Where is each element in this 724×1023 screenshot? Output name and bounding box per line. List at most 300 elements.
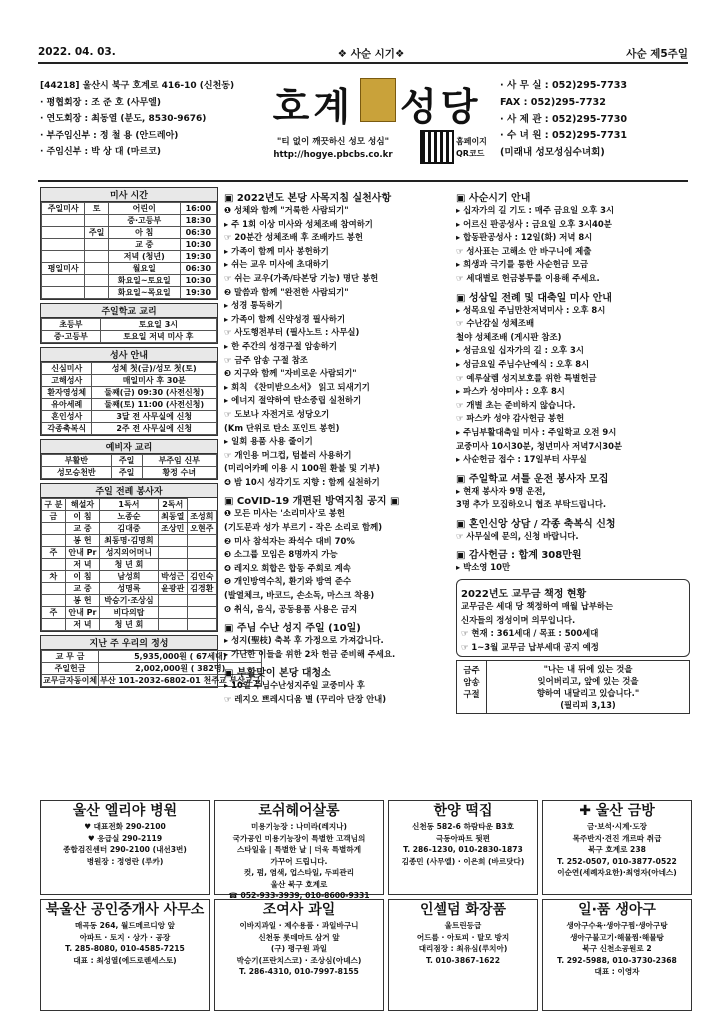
verse-line: 향하여 내달리고 있습니다.": [536, 688, 640, 699]
ad-name: 한양 떡집: [433, 803, 493, 819]
parish-info-left: [40, 78, 268, 161]
table-cell: 성명록: [100, 583, 158, 595]
ad-line: 극동아파트 뒷편: [436, 833, 490, 843]
pastoral-guide-line: (Km 단위로 탄소 포인트 봉헌): [224, 422, 340, 433]
table-cell: 교 중: [65, 583, 100, 595]
ad-line: (구) 평구원 과일: [270, 944, 328, 953]
pastoral-guide-line: ☞ 개인용 머그컵, 텀블러 사용하기: [224, 449, 352, 460]
easter-cleaning-line: ▸ 10일 주님수난성지주일 교중미사 후: [224, 680, 365, 691]
table-cell: [85, 287, 109, 299]
table-cell: 박성근: [158, 571, 187, 583]
lent-info-line: ▸ 합동판공성사 : 12일(화) 저녁 8시: [456, 232, 593, 243]
table-row: [42, 523, 217, 535]
pastoral-guide-line: ❶ 성체와 함께 "거룩한 사람되기": [224, 205, 349, 215]
verse-box: [456, 660, 690, 714]
dues-line: 교무금은 세대 당 책정하여 매월 납부하는: [461, 601, 614, 612]
top-divider: [38, 62, 688, 64]
easter-cleaning-title: ▣ 부활맞이 본당 대청소: [224, 668, 331, 680]
table-cell: 금: [42, 511, 66, 523]
table-cell: [42, 535, 66, 547]
middle-column: [224, 186, 452, 707]
ad-line: 금·보석·시계·도장: [586, 822, 647, 831]
ad-line: 아파트 · 토지 · 상가 · 공장: [79, 932, 171, 942]
table-cell: 2,002,000원 ( 382명): [99, 663, 262, 675]
ad-line: 스타일을 | 특별한 날 | 더욱 특별하게: [236, 845, 362, 854]
pastoral-guide-line: ▸ 쉬는 교우 미사에 초대하기: [224, 259, 329, 270]
pastoral-guide-line: ▸ 주 1회 이상 미사와 성체조배 참여하기: [224, 218, 373, 229]
table-header: [42, 499, 217, 511]
ad-line: 생아구불고기·해물찜·해물탕: [570, 932, 664, 942]
table-cell: 안내 Pr: [65, 607, 100, 619]
liturgy-servers: 주일 전례 봉사자 구 분 해설자 1독서 2독서 금 이 침 노종순 최동열 조성희 교 중 김대중 조상민 오현주 봉 헌 최동명·김명희 주 안내 Pr 성지의어머니 저 녁 청 년 회 차 이 침 남성희 박성근 김인숙 교 중 성명록 윤광관 김경환 봉 헌 박승기·조상심 주 안내 Pr 비다의탑 저 녁 청 년 회: [40, 483, 218, 632]
ad-line: 울트린등급: [444, 921, 482, 930]
pastoral-guide-line: ▸ 성경 통독하기: [224, 300, 283, 311]
table-cell: [158, 619, 187, 631]
table-cell: 06:30: [180, 227, 216, 239]
lent-info-line: ▸ 희생과 극기를 통한 사순헌금 모금: [456, 259, 589, 270]
pastoral-guide-line: ▸ 한 주간의 성경구절 암송하기: [224, 340, 337, 351]
table-cell: 이 침: [65, 571, 100, 583]
ad-box: [542, 899, 692, 1011]
table-row: [42, 331, 217, 343]
ad-line: 목주반지·견진 개르따 취급: [572, 833, 662, 843]
table-cell: 김경환: [187, 583, 216, 595]
table-cell: [85, 215, 109, 227]
table-cell: [42, 227, 85, 239]
ad-line: T. 285-8080, 010-4585-7215: [65, 944, 185, 953]
sacraments: 성사 안내 신심미사 성체 첫(금)/성모 첫(토) 고해성사 매일미사 후 30분 환자영성체 둘째(금) 09:30 (사전신청) 유아세례 둘째(토) 11:00 (사전신청) 혼인성사 3달 전 사무실에 신청 각종축복식 2주 전 사무실에 신청: [40, 347, 218, 436]
pastoral-guide-line: (미리어카페 이용 시 100원 환불 및 기부): [224, 463, 380, 474]
table-cell: 저 녁: [65, 559, 100, 571]
table-cell: 황정 수녀: [142, 467, 216, 479]
table-cell: 성체 첫(금)/성모 첫(토): [92, 363, 217, 375]
lent-info-title: ▣ 사순시기 안내: [456, 193, 531, 204]
holy-triduum-line: ▸ 성금요일 주님수난예식 : 오후 8시: [456, 358, 590, 369]
table-cell: 중·고등부: [108, 215, 180, 227]
info-right-line: · 사 제 관 : 052)295-7730: [500, 113, 628, 125]
shuttle-driver-line: ▸ 현재 봉사자 9명 운전,: [456, 485, 546, 496]
header-cell: 2독서: [158, 499, 187, 511]
table-cell: 비다의탑: [100, 607, 158, 619]
holy-triduum-line: ▸ 사순헌금 접수 : 17일부터 사무실: [456, 454, 587, 465]
ad-line: 국가공인 미용기능장이 특별한 고객님의: [232, 833, 366, 843]
table-row: [42, 275, 217, 287]
table-cell: [42, 583, 66, 595]
table-cell: [158, 595, 187, 607]
ad-line: 박승기(프란치스코) · 조상심(아녜스): [236, 955, 362, 965]
pastoral-guide-line: ▸ 가족이 함께 신약성경 필사하기: [224, 313, 346, 324]
covid-notice-line: ❺ 개인방역수칙, 환기와 방역 준수: [224, 576, 352, 587]
qr-code-icon[interactable]: [420, 130, 454, 164]
palm-sunday-line: ▸ 성지(聖枝) 축복 후 가정으로 가져갑니다.: [224, 635, 384, 646]
shuttle-driver-title: ▣ 주일학교 셔틀 운전 봉사자 모집: [456, 473, 609, 485]
table-cell: [158, 547, 187, 559]
dues-line: 신자들의 정성이며 의무입니다.: [461, 614, 576, 625]
dues-title: 2022년도 교무금 책정 현황: [461, 589, 587, 601]
table-cell: [187, 559, 216, 571]
table-cell: 봉 헌: [65, 595, 100, 607]
ad-name: 일·품 생아구: [578, 902, 656, 918]
ad-line: 병원장 : 정영란 (루카): [86, 856, 164, 866]
table-cell: 김인숙: [187, 571, 216, 583]
table-cell: 주: [42, 607, 66, 619]
header-cell: 1독서: [100, 499, 158, 511]
pastoral-guide-line: ☞ 금주 암송 구절 참조: [224, 354, 308, 365]
ad-name: 인셀덤 화장품: [419, 902, 507, 918]
table-cell: [158, 535, 187, 547]
table-cell: [85, 263, 109, 275]
table-row: [42, 251, 217, 263]
holy-triduum-line: ☞ 개별 초는 준비하지 않습니다.: [456, 399, 576, 410]
table-cell: [187, 619, 216, 631]
table-cell: [85, 275, 109, 287]
covid-notice-line: ❶ 모든 미사는 '소리미사'로 봉헌: [224, 508, 345, 519]
table-cell: 오현주: [187, 523, 216, 535]
ad-line: T. 252-0507, 010-3877-0522: [557, 856, 677, 866]
ad-name: 울산 엘리야 병원: [72, 803, 178, 819]
covid-notice-line: ❷ 미사 참석자는 좌석수 대비 70%: [224, 535, 355, 546]
holy-triduum-line: ▸ 주님부활대축일 미사 : 주일학교 오전 9시: [456, 426, 617, 437]
table-cell: 성지의어머니: [100, 547, 158, 559]
verse-line: 잊어버리고, 앞에 있는 것을: [537, 676, 639, 687]
table-cell: 조상민: [158, 523, 187, 535]
table-cell: 조성희: [187, 511, 216, 523]
table-row: [42, 467, 217, 479]
info-left-line: · 평협회장 : 조 준 호 (사무엘): [40, 97, 161, 108]
pastoral-guide-line: ☞ 사도행전부터 (필사노트 : 사무실): [224, 327, 360, 338]
table-row: [42, 263, 217, 275]
ad-line: T. 292-5988, 010-3730-2368: [557, 955, 677, 965]
pastoral-guide-line: ▸ 에너지 절약하여 탄소중립 실천하기: [224, 395, 362, 406]
table-cell: 청 년 회: [100, 559, 158, 571]
verse-label: 금주 암송 구절: [457, 661, 487, 713]
issue-date: 2022. 04. 03.: [38, 46, 116, 58]
table-cell: 유아세례: [42, 399, 92, 411]
verse-line: (필리피 3,13): [560, 700, 616, 711]
church-logo-icon: [360, 78, 396, 122]
table-cell: 둘째(토) 11:00 (사전신청): [92, 399, 217, 411]
marriage-counsel-line: ☞ 사무실에 문의, 신청 바랍니다.: [456, 530, 579, 541]
info-left-line: · 부주임신부 : 정 철 용 (안드레아): [40, 130, 179, 141]
table-cell: 토: [85, 203, 109, 215]
table-cell: 교 중: [65, 523, 100, 535]
covid-notice-line: ❹ 레지오 회합은 합동 주회로 계속: [224, 562, 351, 573]
table-cell: 부산 101-2032-6802-01 천주교 부산교구: [100, 676, 261, 685]
ad-line: 컷, 펌, 염색, 업스타일, 두피관리: [243, 868, 355, 877]
table-cell: 저 녁: [65, 619, 100, 631]
marriage-counsel-title: ▣ 혼인신앙 상담 / 각종 축복식 신청: [456, 518, 616, 530]
pastoral-guide-line: ❷ 말씀과 함께 "완전한 사람되기": [224, 286, 349, 297]
info-left-line: [44218] 울산시 북구 호계로 416-10 (신천동): [40, 81, 235, 91]
table-cell: [42, 559, 66, 571]
table-cell: 최동명·김명희: [100, 535, 158, 547]
ad-line: ☎ 052-933-3939, 010-8600-9331: [228, 891, 370, 900]
table-cell: 3달 전 사무실에 신청: [92, 411, 217, 423]
right-column: [456, 186, 690, 714]
table-cell: [42, 523, 66, 535]
table-row: [42, 375, 217, 387]
ad-line: 대표 : 최성열(에드로렌세스토): [73, 955, 177, 965]
pastoral-guide-line: ▸ 가족이 함께 미사 봉헌하기: [224, 245, 329, 256]
dues-line: ☞ 1~3월 교무금 납부세대 공지 예정: [461, 641, 599, 652]
covid-notice-line: ❸ 소그룹 모임은 8명까지 가능: [224, 549, 338, 560]
table-cell: 16:00: [180, 203, 216, 215]
ad-line: 김종민 (사무엘) · 이은희 (바르닷다): [401, 856, 525, 866]
ad-line: 북구 호계로 238: [588, 845, 646, 854]
table-row: [42, 203, 217, 215]
table-cell: 토요일 저녁 미사 후: [100, 331, 216, 343]
table-cell: [187, 595, 216, 607]
table-cell: 둘째(금) 09:30 (사전신청): [92, 387, 217, 399]
table-cell: 아 침: [108, 227, 180, 239]
table-cell: 남성희: [100, 571, 158, 583]
ad-line: T. 010-3867-1622: [426, 955, 500, 965]
table-row: [42, 319, 217, 331]
table-cell: 주일미사: [42, 203, 85, 215]
ad-line: 생아구수육·생아구찜·생아구탕: [566, 921, 668, 930]
dues-box: [456, 579, 690, 657]
table-cell: 차: [42, 571, 66, 583]
table-row: [42, 363, 217, 375]
parish-subtitle: "티 없이 깨끗하신 성모 성심" http://hogye.pbcbs.co.kr: [258, 136, 408, 162]
table-cell: 교무금자동이체: [43, 676, 98, 685]
top-bar: [38, 46, 688, 60]
table-cell: [187, 535, 216, 547]
palm-sunday-title: ▣ 주님 수난 성지 주일 (10일): [224, 623, 361, 635]
dues-line: ☞ 현재 : 361세대 / 목표 : 500세대: [461, 628, 599, 639]
table-cell: 최동열: [158, 511, 187, 523]
table-row: [42, 571, 217, 583]
ad-line: ♥ 대표전화 290-2100: [84, 822, 166, 831]
table-cell: [187, 607, 216, 619]
table-cell: 저녁 (청년): [108, 251, 180, 263]
parish-info-right: [500, 78, 690, 162]
table-row: [42, 619, 217, 631]
table-row: [42, 583, 217, 595]
ad-line: 신천동 롯데마트 삼거 앞: [258, 932, 340, 942]
table-cell: 19:30: [180, 287, 216, 299]
table-cell: 각종축복식: [42, 423, 92, 435]
pastoral-guide-line: ▸ 일회 용품 사용 줄이기: [224, 436, 313, 447]
table-cell: [85, 251, 109, 263]
table-cell: [42, 239, 85, 251]
table-row: [42, 287, 217, 299]
table-cell: [42, 251, 85, 263]
table-cell: 이 침: [65, 511, 100, 523]
ad-box: [388, 800, 538, 895]
ad-line: 대리점장 : 최유심(루치아): [418, 944, 508, 953]
pastoral-guide-line: ☞ 20분간 성체조배 후 조배카드 봉헌: [224, 232, 363, 243]
table-cell: [158, 559, 187, 571]
table-row: [42, 399, 217, 411]
qr-label: 홈페이지 QR코드: [456, 137, 487, 158]
lent-info-line: ▸ 십자가의 길 기도 : 매주 금요일 오후 3시: [456, 205, 615, 215]
lent-info-line: ☞ 세대별로 헌금봉투를 이용해 주세요.: [456, 272, 600, 283]
table-cell: 윤광관: [158, 583, 187, 595]
table-cell: 김대중: [100, 523, 158, 535]
table-cell: 교 무 금: [42, 651, 99, 663]
table-cell: [187, 547, 216, 559]
easter-cleaning-line: ☞ 레지오 쁘레시디움 별 (꾸리아 단장 안내): [224, 694, 387, 704]
holy-triduum-line: ▸ 성금요일 십자가의 길 : 오후 3시: [456, 345, 584, 356]
ad-box: [214, 800, 384, 900]
pastoral-guide-line: ☞ 쉬는 교우(가족/타본당 기능) 명단 봉헌: [224, 272, 379, 283]
table-row: [42, 595, 217, 607]
mass-times: 미사 시간 주일미사 토 어린이 16:00 중·고등부 18:30 주일 아 침 06:30 교 중 10:30 저녁 (청년) 19:30 평일미사 월요일 06:30 화요일~토요일 10:30 화요일~목요일 19:30: [40, 187, 218, 300]
table-row: [42, 607, 217, 619]
holy-triduum-line: 교중미사 10시30분, 청년미사 저녁7시30분: [456, 440, 622, 451]
table-cell: 06:30: [180, 263, 216, 275]
verse-line: "나는 내 뒤에 있는 것을: [543, 664, 633, 675]
table-cell: 주일: [85, 227, 109, 239]
ad-line: 미용기능장 : 나미라(레지나): [251, 822, 347, 831]
holy-triduum-line: ▸ 성목요일 주님만찬저녁미사 : 오후 8시: [456, 304, 606, 315]
table-cell: [42, 619, 66, 631]
table-cell: 주일: [111, 455, 142, 467]
table-cell: 부주임 신부: [142, 455, 216, 467]
ad-name: 조여사 과일: [262, 902, 336, 918]
table-cell: 토요일 3시: [100, 319, 216, 331]
table-cell: 초등부: [42, 319, 101, 331]
season-label: ❖ 사순 시기❖: [337, 48, 405, 60]
ad-line: 가꾸어 드립니다.: [270, 856, 328, 866]
table-cell: 5,935,000원 ( 67세대): [99, 651, 262, 663]
verse-text: [487, 661, 689, 713]
table-cell: 매일미사 후 30분: [92, 375, 217, 387]
table-row: [42, 559, 217, 571]
header-cell: 해설자: [65, 499, 100, 511]
table-row: [42, 387, 217, 399]
ad-box: [40, 800, 210, 895]
sunday-school: 주일학교 교리 초등부 토요일 3시 중·고등부 토요일 저녁 미사 후: [40, 303, 218, 344]
holy-triduum-line: ☞ 수난감실 성체조배: [456, 318, 535, 329]
pastoral-guide-line: ▸ 회칙 《찬미받으소서》 읽고 되새기기: [224, 381, 370, 392]
thanks-offering-line: ▸ 박소영 10만: [456, 562, 511, 573]
ad-line: T. 286-1230, 010-2830-1873: [403, 845, 523, 854]
table-cell: 노종순: [100, 511, 158, 523]
table-row: [42, 455, 217, 467]
table-cell: 화요일~목요일: [108, 287, 180, 299]
table-cell: 부활반: [42, 455, 112, 467]
table-cell: 안내 Pr: [65, 547, 100, 559]
parish-title: 호계 성당: [272, 84, 482, 129]
ad-line: 이순연(세례자요한)·최영자(아네스): [557, 868, 677, 877]
table-row: [42, 547, 217, 559]
ad-box: [214, 899, 384, 1011]
table-cell: 어린이: [108, 203, 180, 215]
covid-notice-line: (발열체크, 바코드, 손소독, 마스크 착용): [224, 590, 375, 601]
ad-box: [40, 899, 210, 1011]
ad-line: ♥ 응급실 290-2119: [87, 833, 163, 843]
ad-line: 매곡동 264, 월드메르디앙 앞: [74, 921, 176, 930]
table-row: [42, 411, 217, 423]
last-week-offering: 지난 주 우리의 정성 교 무 금 5,935,000원 ( 67세대) 주일헌금 2,002,000원 ( 382명) 교무금자동이체 부산 101-2032-6802-01 천주교 부산교구: [40, 635, 218, 688]
table-cell: 신심미사: [42, 363, 92, 375]
ad-line: 신천동 582-6 하람타운 B3호: [412, 822, 514, 831]
header-divider: [38, 180, 688, 182]
shuttle-driver-line: 3명 추가 모집하오니 협조 부탁드립니다.: [456, 499, 607, 510]
table-cell: 19:30: [180, 251, 216, 263]
table-cell: 평일미사: [42, 263, 85, 275]
table-cell: 성모승천반: [42, 467, 112, 479]
pastoral-guide-line: ❹ 밤 10시 성각기도 지향 : 함께 실천하기: [224, 476, 380, 487]
table-cell: 18:30: [180, 215, 216, 227]
week-label: 사순 제5주일: [626, 48, 688, 60]
table-cell: [42, 275, 85, 287]
table-row: [42, 215, 217, 227]
ad-line: 울산 북구 호계로: [270, 879, 328, 889]
holy-triduum-line: ☞ 예루살렘 성지보호를 위한 특별헌금: [456, 372, 597, 383]
table-cell: 혼인성사: [42, 411, 92, 423]
table-row: [42, 239, 217, 251]
ad-line: 어드름 · 아토피 · 탈모 방지: [416, 932, 510, 942]
covid-notice-title: ▣ CoVID-19 개편된 방역지침 공지 ▣: [224, 496, 400, 508]
table-cell: 박승기·조상심: [100, 595, 158, 607]
info-left-line: · 주임신부 : 박 상 대 (마르코): [40, 147, 161, 157]
table-cell: 월요일: [108, 263, 180, 275]
palm-sunday-line: ▸ 가난한 이들을 위한 2차 헌금 준비해 주세요.: [224, 648, 396, 659]
pastoral-guide-line: ☞ 도보나 자전거로 성당오기: [224, 408, 330, 419]
ad-name: ✚ 울산 금방: [579, 803, 655, 819]
ad-line: 이바지과일 · 제수용품 · 과일바구니: [239, 921, 359, 930]
holy-triduum-line: ▸ 파스카 성야미사 : 오후 8시: [456, 386, 565, 397]
thanks-offering-title: ▣ 감사헌금 : 합계 308만원: [456, 550, 582, 562]
ad-line: 대표 : 이영자: [594, 967, 640, 976]
header-cell: 구 분: [42, 499, 66, 511]
table-cell: 청 년 회: [100, 619, 158, 631]
pastoral-guide-line: ❸ 지구와 함께 "자비로운 사람되기": [224, 368, 357, 379]
pastoral-guide-title: ▣ 2022년도 본당 사목지침 실천사항: [224, 193, 392, 204]
info-right-line: (미래내 성모성심수녀회): [500, 147, 605, 159]
catechism: 예비자 교리 부활반 주일 부주임 신부 성모승천반 주일 황정 수녀: [40, 439, 218, 480]
table-cell: 고해성사: [42, 375, 92, 387]
info-left-line: · 연도회장 : 최동열 (분도, 8530-9676): [40, 114, 207, 124]
covid-notice-line: ❻ 취식, 음식, 공동용품 사용은 금지: [224, 603, 358, 614]
table-row: [42, 423, 217, 435]
info-right-line: · 사 무 실 : 052)295-7733: [500, 80, 628, 91]
table-cell: 봉 헌: [65, 535, 100, 547]
table-cell: 2주 전 사무실에 신청: [92, 423, 217, 435]
table-cell: 교 중: [108, 239, 180, 251]
ad-line: T. 286-4310, 010-7997-8155: [239, 967, 359, 976]
lent-info-line: ☞ 성사표는 고해소 안 바구니에 제출: [456, 245, 592, 256]
table-cell: 중·고등부: [42, 331, 101, 343]
ad-line: 종합검진센터 290-2100 (내선3번): [63, 845, 187, 854]
table-row: [42, 511, 217, 523]
ad-name: 북울산 공인중개사 사무소: [45, 902, 205, 918]
table-cell: [158, 607, 187, 619]
table-cell: 화요일~토요일: [108, 275, 180, 287]
covid-notice-line: (기도문과 성가 부르기 - 작은 소리로 함께): [224, 522, 383, 533]
holy-triduum-title: ▣ 성삼일 전례 및 대축일 미사 안내: [456, 292, 612, 304]
table-cell: [85, 239, 109, 251]
table-cell: 10:30: [180, 275, 216, 287]
info-right-line: · 수 녀 원 : 052)295-7731: [500, 130, 628, 142]
table-cell: 주일헌금: [42, 663, 99, 675]
table-cell: [42, 595, 66, 607]
ad-box: [388, 899, 538, 1011]
table-row: [42, 227, 217, 239]
table-cell: 환자영성체: [42, 387, 92, 399]
ad-box: [542, 800, 692, 895]
ad-line: 북구 신천소공원로 2: [582, 944, 652, 953]
table-cell: 주: [42, 547, 66, 559]
table-cell: 10:30: [180, 239, 216, 251]
homepage-link[interactable]: http://hogye.pbcbs.co.kr: [273, 150, 393, 160]
table-cell: 주일: [111, 467, 142, 479]
info-right-line: FAX : 052)295-7732: [500, 96, 606, 108]
lent-info-line: ▸ 어르신 판공성사 : 금요일 오후 3시40분: [456, 218, 612, 229]
